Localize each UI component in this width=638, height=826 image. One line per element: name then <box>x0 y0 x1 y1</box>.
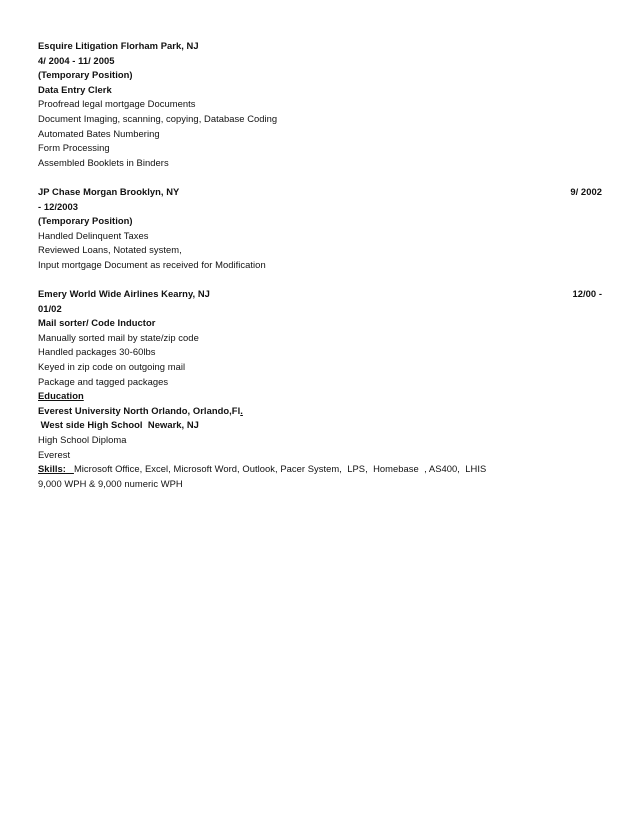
job-duty: Document Imaging, scanning, copying, Database Coding <box>38 112 278 124</box>
job-note: (Temporary Position) <box>38 215 133 227</box>
section-gap <box>38 170 602 185</box>
job-duty: Automated Bates Numbering <box>38 127 160 139</box>
skills-text: Microsoft Office, Excel, Microsoft Word, Outlook, Pacer System, LPS, Homebase , AS400, LHIS <box>73 463 487 475</box>
job-dates: 9/ 2002 <box>570 185 602 197</box>
job-header: Emery World Wide Airlines Kearny, NJ <box>38 288 210 300</box>
job-title: Data Entry Clerk <box>38 83 112 95</box>
skills-label: Skills: <box>38 463 66 475</box>
job-title: Mail sorter/ Code Inductor <box>38 317 156 329</box>
job-duty: Handled packages 30-60lbs <box>38 346 156 358</box>
job-duty: Manually sorted mail by state/zip code <box>38 331 199 343</box>
job-header: Esquire Litigation Florham Park, NJ <box>38 40 199 51</box>
job-header-row <box>38 185 602 200</box>
skills-line <box>38 462 602 477</box>
skills-spacer <box>66 463 74 474</box>
education-item: High School Diploma <box>38 434 127 446</box>
job-duty: Input mortgage Document as received for Modification <box>38 258 266 270</box>
school-punct: . <box>240 404 243 416</box>
job-note: (Temporary Position) <box>38 69 133 81</box>
education-school: West side High School Newark, NJ <box>38 419 199 431</box>
job-duty: Keyed in zip code on outgoing mail <box>38 361 186 373</box>
job-duty: Reviewed Loans, Notated system, <box>38 244 182 256</box>
job-dates: 4/ 2004 - 11/ 2005 <box>38 54 115 66</box>
job-dates: 12/00 - <box>572 288 602 300</box>
job-header-row <box>38 287 602 302</box>
job-duty: Proofread legal mortgage Documents <box>38 98 196 110</box>
skills-line-2: 9,000 WPH & 9,000 numeric WPH <box>38 477 183 489</box>
job-duty: Form Processing <box>38 142 110 154</box>
education-heading: Education <box>38 390 84 402</box>
job-header: JP Chase Morgan Brooklyn, NY <box>38 185 180 197</box>
job-duty: Handled Delinquent Taxes <box>38 229 149 241</box>
education-item: Everest <box>38 448 71 460</box>
job-duty: Assembled Booklets in Binders <box>38 156 169 168</box>
job-duty: Package and tagged packages <box>38 375 169 387</box>
job-dates-continued: 01/02 <box>38 302 62 314</box>
job-dates-continued: - 12/2003 <box>38 200 79 212</box>
education-school <box>38 404 602 419</box>
section-gap <box>38 273 602 288</box>
resume-page <box>38 39 602 491</box>
school-name: Everest University North Orlando, Orlando,Fl <box>38 404 241 416</box>
